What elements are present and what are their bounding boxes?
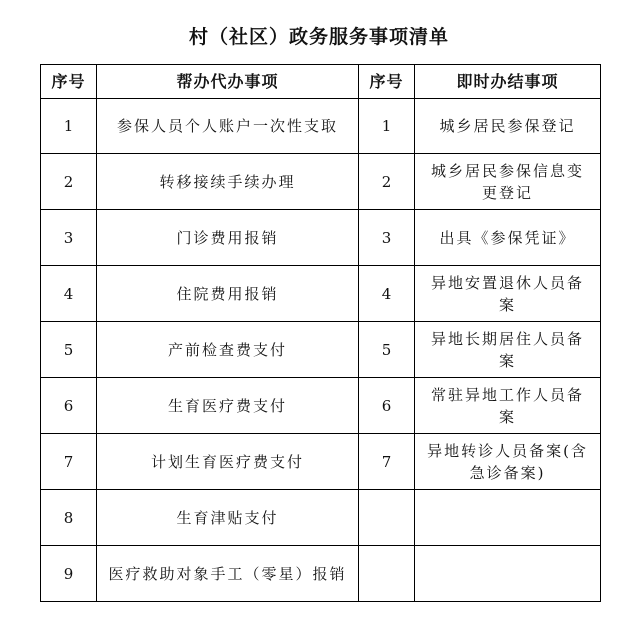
row-number: 1 — [41, 99, 97, 154]
row-number: 6 — [359, 378, 415, 434]
row-number: 3 — [41, 210, 97, 266]
table-row — [41, 434, 601, 490]
table-row — [41, 322, 601, 378]
instant-item: 出具《参保凭证》 — [415, 210, 601, 266]
table-row — [41, 490, 601, 546]
table-row — [41, 546, 601, 602]
assisted-item: 医疗救助对象手工（零星）报销 — [97, 546, 359, 602]
header-instant-items: 即时办结事项 — [415, 65, 601, 99]
row-number: 8 — [41, 490, 97, 546]
instant-item: 常驻异地工作人员备案 — [415, 378, 601, 434]
table-row — [41, 210, 601, 266]
row-number: 3 — [359, 210, 415, 266]
assisted-item: 门诊费用报销 — [97, 210, 359, 266]
row-number: 1 — [359, 99, 415, 154]
table-row — [41, 266, 601, 322]
assisted-item: 产前检查费支付 — [97, 322, 359, 378]
assisted-item: 参保人员个人账户一次性支取 — [97, 99, 359, 154]
assisted-item: 住院费用报销 — [97, 266, 359, 322]
row-number: 6 — [41, 378, 97, 434]
instant-item: 异地安置退休人员备案 — [415, 266, 601, 322]
instant-item: 异地转诊人员备案(含急诊备案) — [415, 434, 601, 490]
row-number — [359, 490, 415, 546]
header-seq-2: 序号 — [359, 65, 415, 99]
header-assisted-items: 帮办代办事项 — [97, 65, 359, 99]
table-row — [41, 378, 601, 434]
assisted-item: 生育医疗费支付 — [97, 378, 359, 434]
instant-item: 城乡居民参保信息变更登记 — [415, 154, 601, 210]
instant-item — [415, 546, 601, 602]
instant-item — [415, 490, 601, 546]
service-items-table — [40, 64, 601, 602]
row-number: 2 — [41, 154, 97, 210]
header-seq-1: 序号 — [41, 65, 97, 99]
assisted-item: 生育津贴支付 — [97, 490, 359, 546]
row-number: 2 — [359, 154, 415, 210]
row-number: 4 — [359, 266, 415, 322]
row-number — [359, 546, 415, 602]
page-title: 村（社区）政务服务事项清单 — [188, 26, 449, 48]
row-number: 4 — [41, 266, 97, 322]
instant-item: 异地长期居住人员备案 — [415, 322, 601, 378]
assisted-item: 计划生育医疗费支付 — [97, 434, 359, 490]
row-number: 9 — [41, 546, 97, 602]
row-number: 7 — [41, 434, 97, 490]
row-number: 5 — [359, 322, 415, 378]
table-row — [41, 154, 601, 210]
assisted-item: 转移接续手续办理 — [97, 154, 359, 210]
header-row — [41, 65, 601, 99]
row-number: 7 — [359, 434, 415, 490]
row-number: 5 — [41, 322, 97, 378]
table-row — [41, 99, 601, 154]
instant-item: 城乡居民参保登记 — [415, 99, 601, 154]
